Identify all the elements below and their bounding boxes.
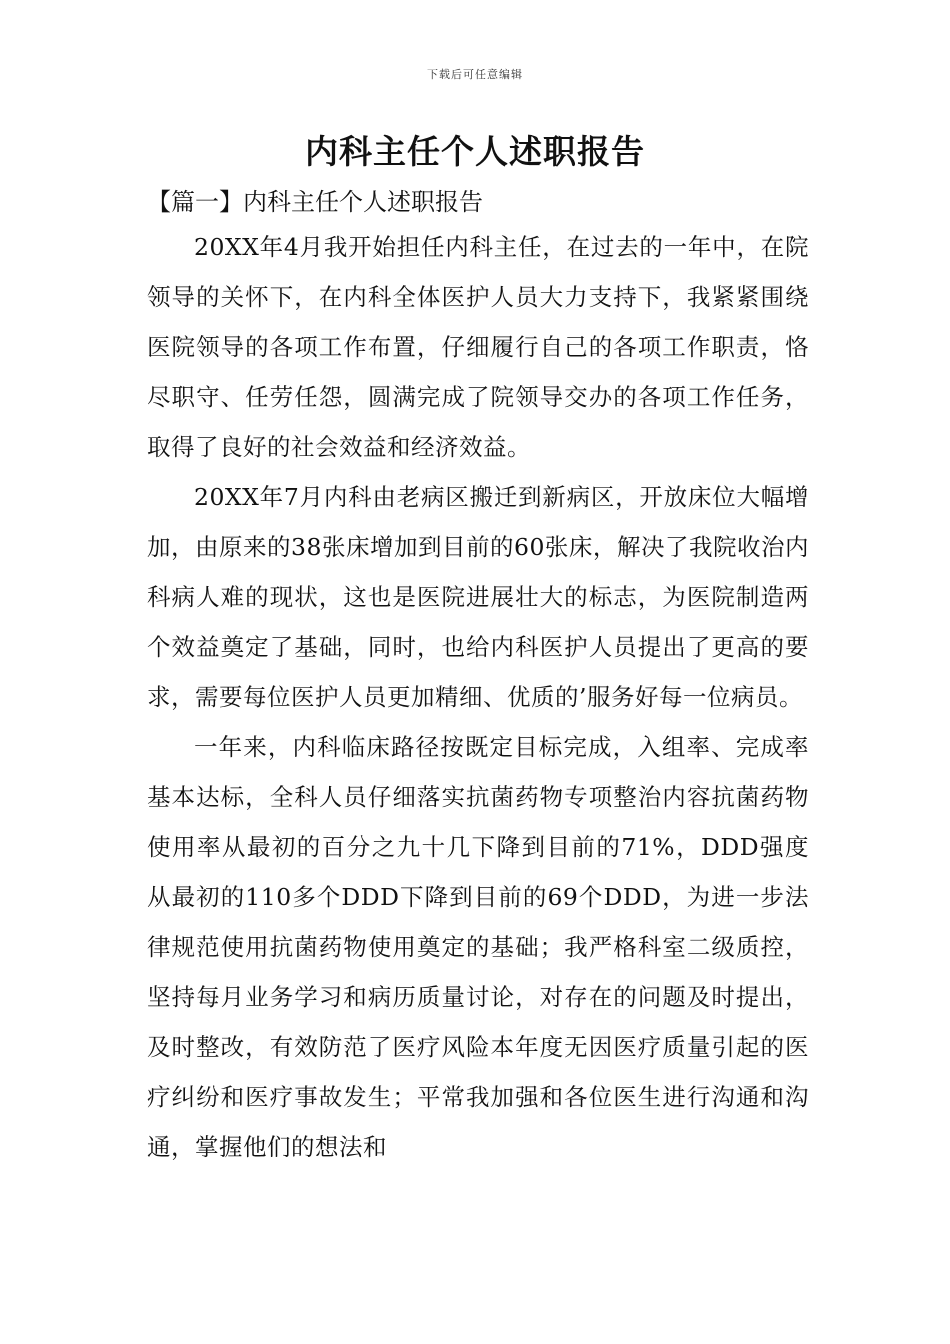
paragraph: 20XX年4月我开始担任内科主任，在过去的一年中，在院领导的关怀下，在内科全体医护人员大力支持下，我紧紧围绕医院领导的各项工作布置，仔细履行自己的各项工作职责，恪尽职守、任劳任怨，圆满完成了院领导交办的各项工作任务，取得了良好的社会效益和经济效益。 [147,233,809,461]
header-note: 下载后可任意编辑 [427,68,523,81]
paragraph: 20XX年7月内科由老病区搬迁到新病区，开放床位大幅增加，由原来的38张床增加到目前的60张床，解决了我院收治内科病人难的现状，这也是医院进展壮大的标志，为医院制造两个效益奠定了基础，同时，也给内科医护人员提出了更高的要求，需要每位医护人员更加精细、优质的’服务好每一位病员。 [147,483,809,711]
paragraph: 一年来，内科临床路径按既定目标完成，入组率、完成率基本达标，全科人员仔细落实抗菌药物专项整治内容抗菌药物使用率从最初的百分之九十几下降到目前的71%，DDD强度从最初的110多个DDD下降到目前的69个DDD，为进一步法律规范使用抗菌药物使用奠定的基础；我严格科室二级质控，坚持每月业务学习和病历质量讨论，对存在的问题及时提出，及时整改，有效防范了医疗风险本年度无因医疗质量引起的医疗纠纷和医疗事故发生；平常我加强和各位医生进行沟通和沟通，掌握他们的想法和 [147,733,809,1161]
section-heading: 【篇一】内科主任个人述职报告 [147,188,483,216]
body-text [147,222,809,1172]
document-title: 内科主任个人述职报告 [305,132,645,171]
